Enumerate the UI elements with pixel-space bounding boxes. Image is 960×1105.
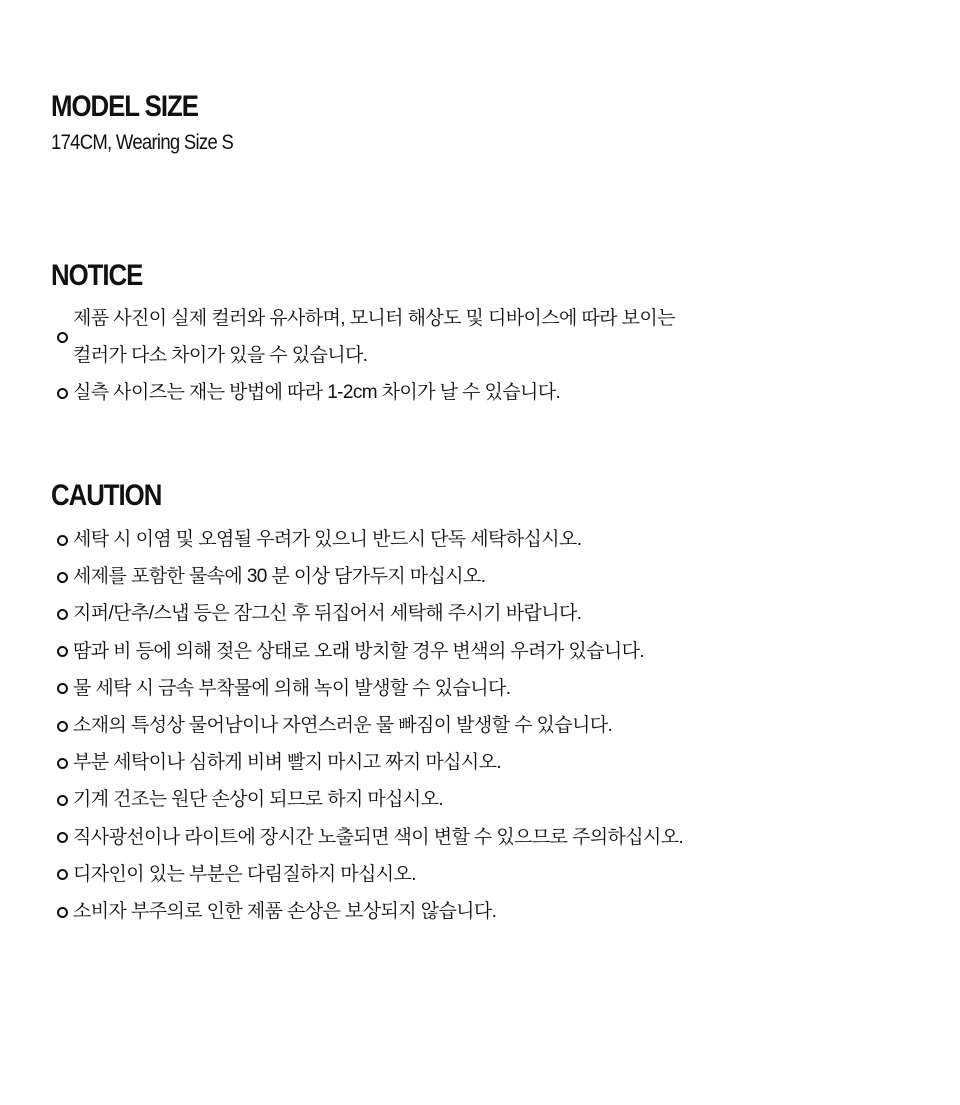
model-size-heading: MODEL SIZE xyxy=(51,90,198,123)
circle-bullet-icon xyxy=(57,388,68,399)
caution-item-text: 지퍼/단추/스냅 등은 잠그신 후 뒤집어서 세탁해 주시기 바랍니다. xyxy=(73,603,582,625)
caution-item xyxy=(51,521,911,558)
caution-item-text: 소비자 부주의로 인한 제품 손상은 보상되지 않습니다. xyxy=(73,901,497,923)
notice-item-text: 제품 사진이 실제 컬러와 유사하며, 모니터 해상도 및 디바이스에 따라 보이는 xyxy=(73,308,675,329)
circle-bullet-icon xyxy=(57,332,68,343)
caution-heading: CAUTION xyxy=(51,479,162,512)
caution-item-text: 디자인이 있는 부분은 다림질하지 마십시오. xyxy=(73,863,416,885)
notice-item xyxy=(51,300,911,374)
circle-bullet-icon xyxy=(57,721,68,732)
caution-list xyxy=(51,521,911,930)
model-size-detail: 174CM, Wearing Size S xyxy=(51,131,234,154)
notice-item xyxy=(51,374,911,411)
caution-item xyxy=(51,781,911,818)
caution-item xyxy=(51,558,911,595)
caution-item-text: 소재의 특성상 물어남이나 자연스러운 물 빠짐이 발생할 수 있습니다. xyxy=(73,715,613,737)
circle-bullet-icon xyxy=(57,683,68,694)
circle-bullet-icon xyxy=(57,646,68,657)
caution-item-text: 부분 세탁이나 심하게 비벼 빨지 마시고 짜지 마십시오. xyxy=(73,752,502,774)
circle-bullet-icon xyxy=(57,869,68,880)
caution-item-text: 땀과 비 등에 의해 젖은 상태로 오래 방치할 경우 변색의 우려가 있습니다. xyxy=(73,640,645,662)
caution-section xyxy=(51,479,911,930)
notice-list xyxy=(51,300,911,411)
caution-item xyxy=(51,633,911,670)
caution-item-text: 세제를 포함한 물속에 30 분 이상 담가두지 마십시오. xyxy=(73,566,486,588)
caution-item xyxy=(51,819,911,856)
caution-item xyxy=(51,707,911,744)
caution-item xyxy=(51,856,911,893)
notice-item-text: 실측 사이즈는 재는 방법에 따라 1-2cm 차이가 날 수 있습니다. xyxy=(73,382,561,403)
circle-bullet-icon xyxy=(57,572,68,583)
caution-item xyxy=(51,670,911,707)
model-size-section xyxy=(51,90,911,156)
notice-section xyxy=(51,259,911,411)
circle-bullet-icon xyxy=(57,907,68,918)
notice-item-text-continued: 컬러가 다소 차이가 있을 수 있습니다. xyxy=(73,345,368,366)
caution-item-text: 물 세탁 시 금속 부착물에 의해 녹이 발생할 수 있습니다. xyxy=(73,677,511,699)
caution-item xyxy=(51,595,911,632)
caution-item-text: 기계 건조는 원단 손상이 되므로 하지 마십시오. xyxy=(73,789,444,811)
caution-item-text: 세탁 시 이염 및 오염될 우려가 있으니 반드시 단독 세탁하십시오. xyxy=(73,529,582,550)
notice-heading: NOTICE xyxy=(51,259,143,292)
circle-bullet-icon xyxy=(57,535,68,546)
circle-bullet-icon xyxy=(57,795,68,806)
caution-item xyxy=(51,744,911,781)
circle-bullet-icon xyxy=(57,832,68,843)
circle-bullet-icon xyxy=(57,758,68,769)
caution-item xyxy=(51,893,911,930)
caution-item-text: 직사광선이나 라이트에 장시간 노출되면 색이 변할 수 있으므로 주의하십시오. xyxy=(73,826,684,848)
circle-bullet-icon xyxy=(57,609,68,620)
